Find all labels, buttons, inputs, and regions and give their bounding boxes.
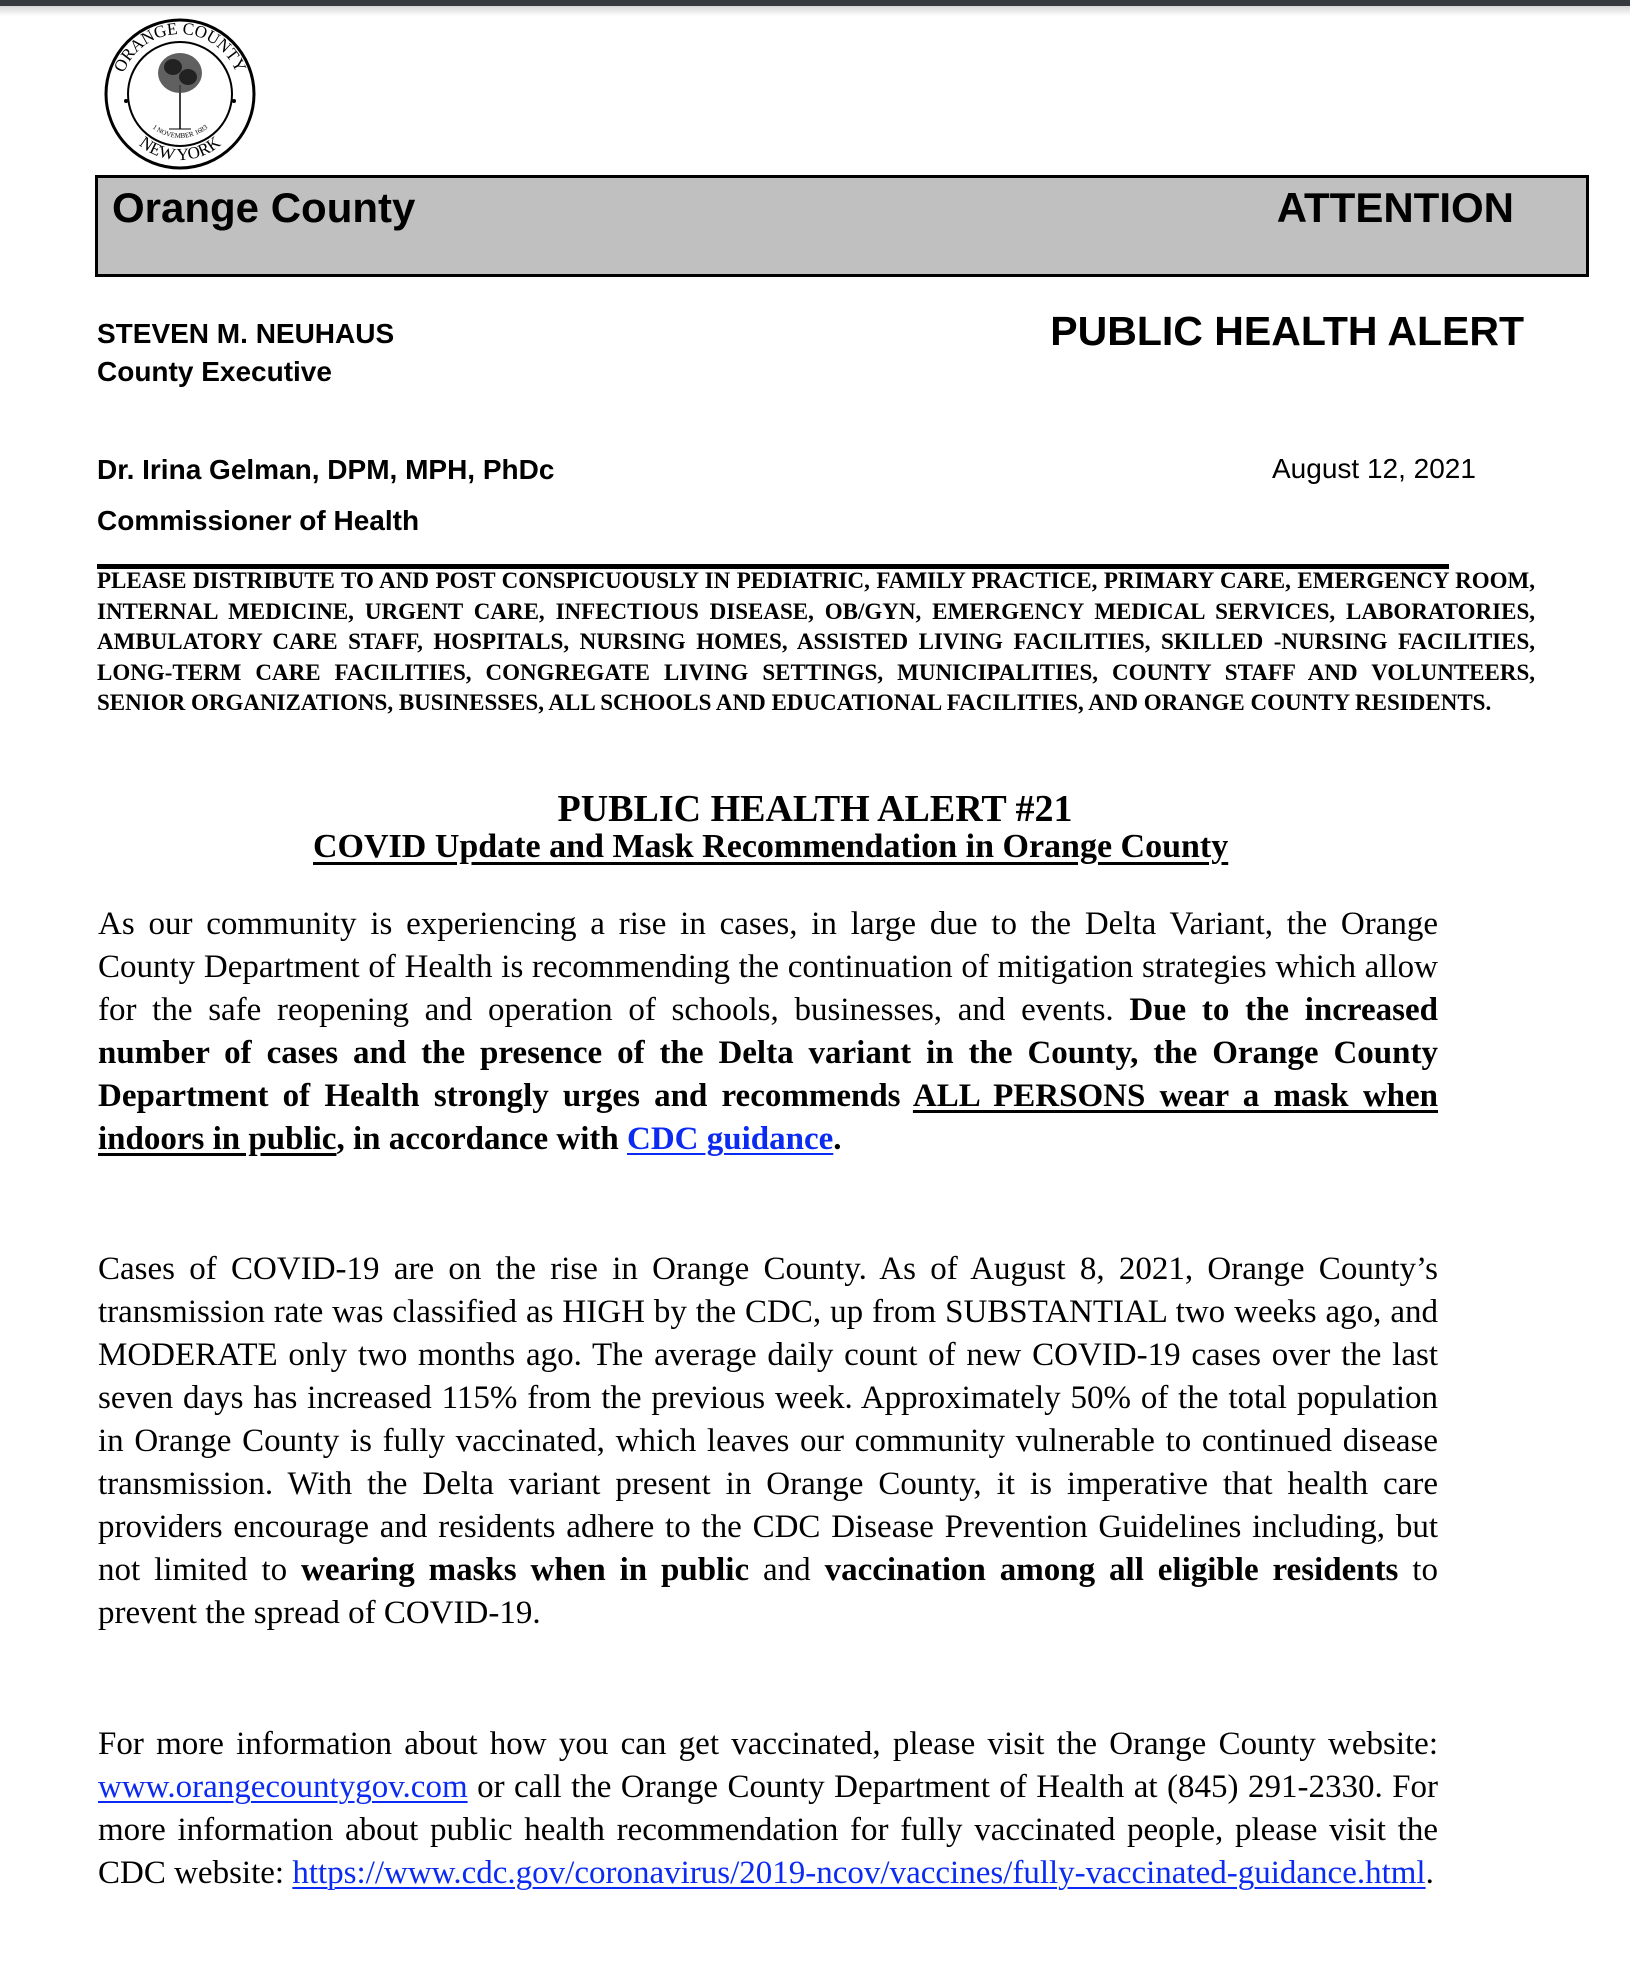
top-bar-shadow bbox=[0, 6, 1630, 16]
document-date: August 12, 2021 bbox=[1272, 453, 1476, 484]
paragraph1-bold-lead: Due to the increased number of cases and the presence of the Delta variant in the County, the Orange County Department of Health strongly urges and recommends bbox=[98, 992, 1438, 1114]
orange-county-seal-logo bbox=[103, 17, 257, 171]
commissioner-title: Commissioner of Health bbox=[97, 505, 420, 536]
paragraph2-mid: and bbox=[749, 1552, 825, 1588]
county-executive-title: County Executive bbox=[97, 356, 332, 387]
paragraph2-masks-bold: wearing masks when in public bbox=[301, 1552, 750, 1588]
paragraph1-bold-mid: , in accordance with bbox=[336, 1121, 627, 1157]
cdc-fully-vaccinated-guidance-link[interactable]: https://www.cdc.gov/coronavirus/2019-ncov/vaccines/fully-vaccinated-guidance.html bbox=[292, 1855, 1426, 1891]
paragraph-more-information bbox=[98, 1723, 1438, 1895]
alert-subtitle: COVID Update and Mask Recommendation in Orange County bbox=[313, 828, 1229, 865]
paragraph2-end: to prevent the spread of COVID-19. bbox=[98, 1552, 1438, 1631]
commissioner-name: Dr. Irina Gelman, DPM, MPH, PhDc bbox=[97, 454, 555, 485]
paragraph1-mask-mandate-text: ALL PERSONS wear a mask when indoors in public bbox=[98, 1078, 1438, 1157]
paragraph-mask-recommendation bbox=[98, 903, 1438, 1161]
county-executive-name: STEVEN M. NEUHAUS bbox=[97, 318, 395, 349]
header-box bbox=[95, 175, 1589, 277]
distribution-notice: PLEASE DISTRIBUTE TO AND POST CONSPICUOUSLY IN PEDIATRIC, FAMILY PRACTICE, PRIMARY CARE, EMERGENCY ROOM, INTERNAL MEDICINE, URGENT CARE, INFECTIOUS DISEASE, OB/GYN, EMERGENCY MEDICAL SERVICES, LABORATORIES, AMBULATORY CARE STAFF, HOSPITALS, NURSING HOMES, ASSISTED LIVING FACILITIES, SKILLED -NURSING FACILITIES, LONG-TERM CARE FACILITIES, CONGREGATE LIVING SETTINGS, MUNICIPALITIES, COUNTY STAFF AND VOLUNTEERS, SENIOR ORGANIZATIONS, BUSINESSES, ALL SCHOOLS AND EDUCATIONAL FACILITIES, AND ORANGE COUNTY RESIDENTS. bbox=[97, 568, 1535, 715]
paragraph3-end: . bbox=[1425, 1855, 1434, 1891]
seal-bottom-text: NEW YORK bbox=[136, 132, 224, 165]
paragraph3-text1: For more information about how you can get vaccinated, please visit the Orange County website: bbox=[98, 1726, 1438, 1762]
paragraph1-end: . bbox=[833, 1121, 842, 1157]
header-county-name: Orange County bbox=[112, 184, 416, 231]
alert-title: PUBLIC HEALTH ALERT #21 bbox=[557, 788, 1073, 830]
cdc-guidance-link[interactable]: CDC guidance bbox=[627, 1121, 834, 1157]
paragraph1-intro: As our community is experiencing a rise in cases, in large due to the Delta Variant, the Orange County Department of Health is recommending the continuation of mitigation strategies which allow for the safe reopening and operation of schools, businesses, and events. bbox=[98, 906, 1438, 1028]
tree-icon bbox=[158, 53, 202, 129]
paragraph3-text2: or call the Orange County Department of Health at (845) 291-2330. For more information about public health recommendation for fully vaccinated people, please visit the CDC website: bbox=[98, 1769, 1438, 1891]
header-attention: ATTENTION bbox=[1276, 184, 1514, 231]
public-health-alert-heading: PUBLIC HEALTH ALERT bbox=[1050, 308, 1524, 354]
seal-date-text: 1 NOVEMBER 1683 bbox=[150, 123, 210, 140]
paragraph2-vaccination-bold: vaccination among all eligible residents bbox=[824, 1552, 1399, 1588]
seal-top-text: ORANGE COUNTY bbox=[109, 18, 251, 75]
orange-county-website-link[interactable]: www.orangecountygov.com bbox=[98, 1769, 468, 1805]
paragraph2-text: Cases of COVID-19 are on the rise in Orange County. As of August 8, 2021, Orange County’s transmission rate was classified as HIGH by the CDC, up from SUBSTANTIAL two weeks ago, and MODERATE only two months ago. The average daily count of new COVID-19 cases over the last seven days has increased 115% from the previous week. Approximately 50% of the total population in Orange County is fully vaccinated, which leaves our community vulnerable to continued disease transmission. With the Delta variant present in Orange County, it is imperative that health care providers encourage and residents adhere to the CDC Disease Prevention Guidelines including, but not limited to bbox=[98, 1251, 1438, 1588]
paragraph-covid-cases bbox=[98, 1248, 1438, 1635]
